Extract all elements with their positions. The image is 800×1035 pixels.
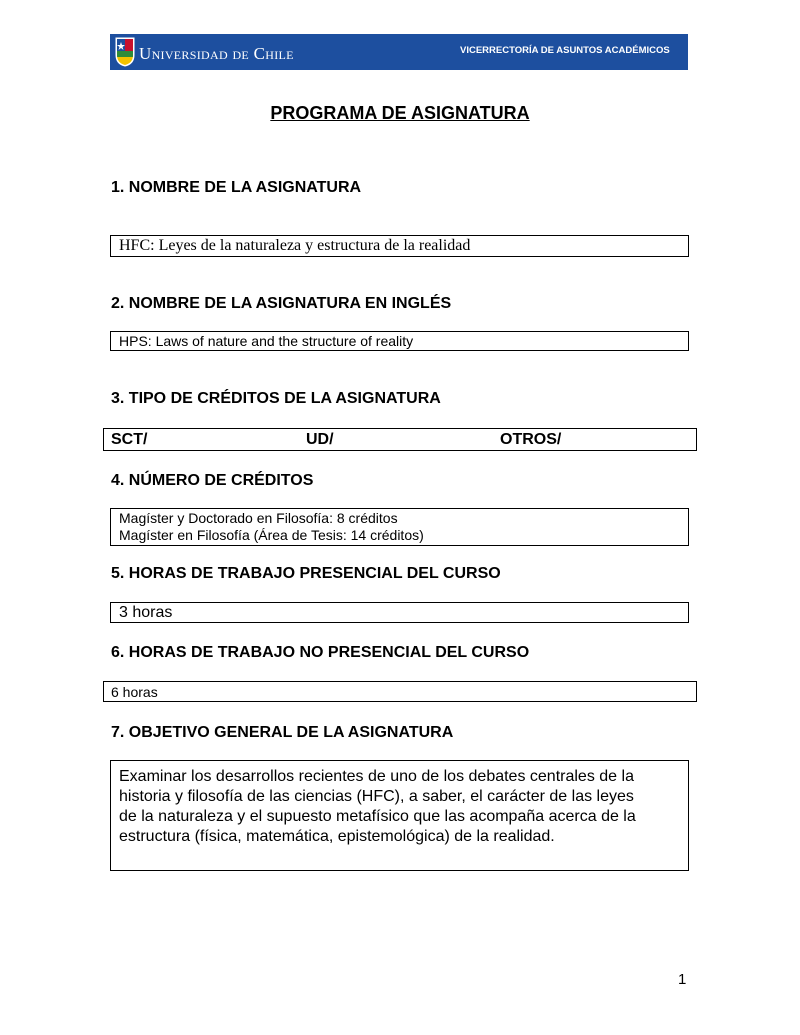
- credit-type-box: [103, 428, 697, 451]
- section-2-heading: 2. NOMBRE DE LA ASIGNATURA EN INGLÉS: [111, 295, 452, 312]
- section-3-heading: 3. TIPO DE CRÉDITOS DE LA ASIGNATURA: [111, 390, 441, 407]
- section-4-heading: 4. NÚMERO DE CRÉDITOS: [111, 472, 314, 489]
- course-name-english-box: [110, 331, 689, 351]
- credit-type-ud: UD/: [306, 431, 334, 448]
- section-6-heading: 6. HORAS DE TRABAJO NO PRESENCIAL DEL CURSO: [111, 644, 530, 661]
- course-name-box: [110, 235, 689, 257]
- section-7-heading: 7. OBJETIVO GENERAL DE LA ASIGNATURA: [111, 724, 454, 741]
- page-number: 1: [678, 971, 687, 988]
- university-crest-logo: [115, 37, 135, 67]
- section-5-heading: 5. HORAS DE TRABAJO PRESENCIAL DEL CURSO: [111, 565, 501, 582]
- section-1-heading: 1. NOMBRE DE LA ASIGNATURA: [111, 179, 362, 196]
- non-presential-hours-box: [103, 681, 697, 702]
- presential-hours-value: 3 horas: [119, 604, 173, 621]
- course-name-english-value: HPS: Laws of nature and the structure of reality: [119, 333, 414, 349]
- general-objective-box: [110, 760, 689, 871]
- credits-number-box: [110, 508, 689, 546]
- objective-line-4: estructura (física, matemática, epistemológica) de la realidad.: [119, 828, 555, 845]
- credits-line-1: Magíster y Doctorado en Filosofía: 8 créditos: [119, 510, 398, 526]
- non-presential-hours-value: 6 horas: [111, 684, 158, 700]
- course-name-value: HFC: Leyes de la naturaleza y estructura de la realidad: [119, 237, 471, 254]
- objective-line-3: de la naturaleza y el supuesto metafísico que las acompaña acerca de la: [119, 808, 636, 825]
- credits-line-2: Magíster en Filosofía (Área de Tesis: 14 créditos): [119, 527, 424, 543]
- objective-line-2: historia y filosofía de las ciencias (HFC), a saber, el carácter de las leyes: [119, 788, 634, 805]
- vicerrectoria-label: VICERRECTORÍA DE ASUNTOS ACADÉMICOS: [460, 45, 670, 56]
- credit-type-sct: SCT/: [111, 431, 148, 448]
- credit-type-otros: OTROS/: [500, 431, 562, 448]
- page-title: PROGRAMA DE ASIGNATURA: [270, 103, 530, 123]
- presential-hours-box: [110, 602, 689, 623]
- university-name: Universidad de Chile: [139, 44, 294, 63]
- objective-line-1: Examinar los desarrollos recientes de uno de los debates centrales de la: [119, 768, 634, 785]
